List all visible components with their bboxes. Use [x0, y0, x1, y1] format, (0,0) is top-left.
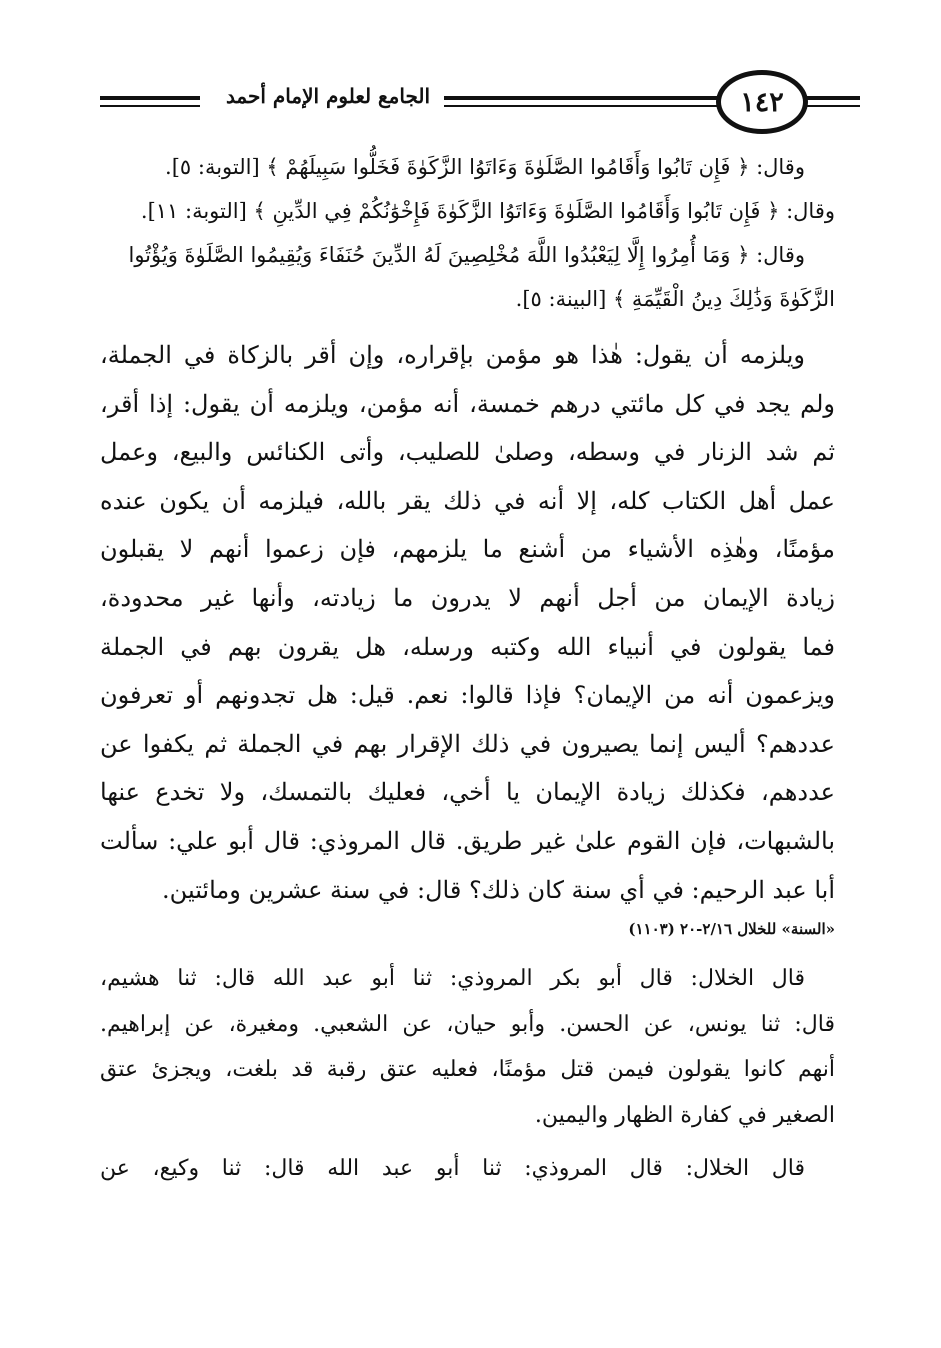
source-citation: «السنة» للخلال ٢/١٦-٢٠ (١١٠٣) — [628, 920, 835, 939]
main-paragraph — [100, 331, 835, 914]
header-rule — [100, 96, 200, 100]
second-paragraph — [100, 956, 835, 1138]
header-rule — [444, 105, 724, 107]
running-title: الجامع لعلوم الإمام أحمد — [225, 84, 431, 108]
page-number: ١٤٢ — [716, 70, 808, 134]
quran-line: الزَّكَوٰةَ وَذَٰلِكَ دِينُ الْقَيِّمَةِ ﴾ [البينة: ٥]. — [515, 287, 835, 311]
text-line: ولم يجد في كل مائتي درهم خمسة، أنه مؤمن، ويلزمه أن يقول: إذا أقر، — [100, 389, 835, 418]
quran-line: وقال: ﴿ فَإِن تَابُوا وَأَقَامُوا الصَّلَوٰةَ وَءَاتَوُا الزَّكَوٰةَ فَخَلُّوا سَبِيلَهُمْ ﴾ [التوبة: ٥]. — [165, 155, 805, 179]
text-line: أنهم كانوا يقولون فيمن قتل مؤمنًا، فعليه عتق رقبة قد بلغت، ويجزئ عتق — [100, 1057, 835, 1083]
text-line: الصغير في كفارة الظهار واليمين. — [534, 1102, 835, 1128]
header-rule — [444, 96, 724, 100]
text-line: ويزعمون أنه من الإيمان؟ فإذا قالوا: نعم. قيل: هل تجدونهم أو تعرفون — [100, 681, 835, 710]
text-line: ويلزمه أن يقول: هٰذا هو مؤمن بإقراره، وإن أقر بالزكاة في الجملة، — [100, 341, 806, 369]
text-line: أبا عبد الرحيم: في أي سنة كان ذلك؟ قال: في سنة عشرين ومائتين. — [162, 875, 835, 904]
text-line: قال الخلال: قال المروذي: ثنا أبو عبد الله قال: ثنا وكيع، عن — [100, 1156, 805, 1182]
text-line: ثم شد الزنار في وسطه، وصلىٰ للصليب، وأتى الكنائس والبيع، وعمل — [100, 438, 835, 467]
page-header — [90, 70, 860, 140]
text-line: مؤمنًا، وهٰذِه الأشياء من أشنع ما يلزمهم، فإن زعموا أنهم لا يقبلون — [100, 535, 835, 564]
quran-line: وقال: ﴿ وَمَا أُمِرُوا إِلَّا لِيَعْبُدُوا اللَّهَ مُخْلِصِينَ لَهُ الدِّينَ حُنَفَاءَ وَيُقِيمُوا الصَّلَوٰةَ وَيُؤْتُوا — [128, 243, 805, 267]
text-line: عددهم؟ أليس إنما يصيرون في ذلك الإقرار بهم في الجملة ثم يكفوا عن — [100, 729, 835, 758]
text-line: فما يقولون في أنبياء الله وكتبه ورسله، هل يقرون بهم في الجملة — [100, 632, 835, 661]
header-rule — [802, 96, 860, 100]
text-line: عددهم، فكذلك زيادة الإيمان يا أخي، فعليك بالتمسك، ولا تخدع عنها — [100, 778, 835, 807]
page-content — [100, 145, 835, 1192]
text-line: قال الخلال: قال أبو بكر المروذي: ثنا أبو عبد الله قال: ثنا هشيم، — [100, 966, 805, 992]
quran-quotes — [100, 145, 835, 321]
text-line: قال: ثنا يونس، عن الحسن. وأبو حيان، عن الشعبي. ومغيرة، عن إبراهيم. — [100, 1011, 835, 1037]
header-rule — [802, 105, 860, 107]
third-paragraph — [100, 1146, 835, 1192]
quran-line: وقال: ﴿ فَإِن تَابُوا وَأَقَامُوا الصَّلَوٰةَ وَءَاتَوُا الزَّكَوٰةَ فَإِخْوَٰنُكُمْ فِي الدِّينِ ﴾ [التوبة: ١١]. — [140, 199, 835, 223]
header-rule — [100, 105, 200, 107]
text-line: عمل أهل الكتاب كله، إلا أنه في ذلك يقر بالله، فيلزمه أن يكون عنده — [100, 486, 835, 515]
text-line: زيادة الإيمان من أجل أنهم لا يدرون ما زيادته، وأنها غير محدودة، — [100, 583, 836, 612]
text-line: بالشبهات، فإن القوم علىٰ غير طريق. قال المروذي: قال أبو علي: سألت — [100, 826, 835, 855]
